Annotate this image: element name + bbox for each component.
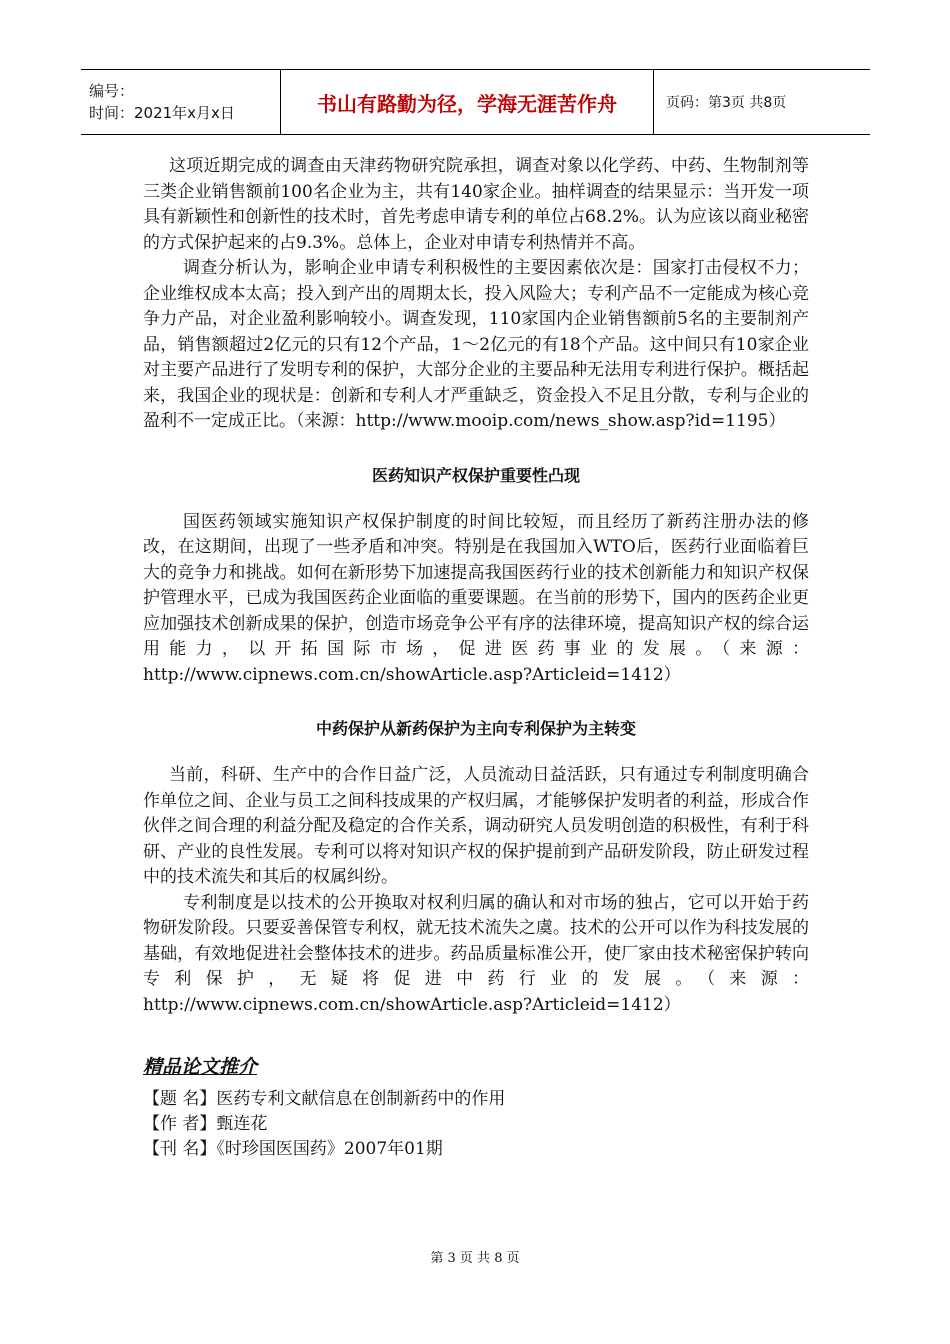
- header-motto: 书山有路勤为径，学海无涯苦作舟: [281, 70, 654, 134]
- recommendation-author-line: 【作 者】甄连花: [143, 1114, 268, 1134]
- paragraph-survey: 这项近期完成的调查由天津药物研究院承担，调查对象以化学药、中药、生物制剂等三类企业销售额前100名企业为主，共有140家企业。抽样调查的结果显示：当开发一项具有新颖性和创新性的技术时，首先考虑申请专利的单位占68.2%。认为应该以商业秘密的方式保护起来的占9.3%。总体上，企业对申请专利热情并不高。: [143, 156, 810, 253]
- page-footer: 第 3 页 共 8 页: [430, 1251, 520, 1266]
- header-number: 编号：: [89, 82, 135, 100]
- paragraph-analysis: 调查分析认为，影响企业申请专利积极性的主要因素依次是：国家打击侵权不力；企业维权成本太高；投入到产出的周期太长，投入风险大；专利产品不一定能成为核心竞争力产品，对企业盈利影响较小。调查发现，110家国内企业销售额前5名的主要制剂产品，销售额超过2亿元的只有12个产品，1～2亿元的有18个产品。这中间只有10家企业对主要产品进行了发明专利的保护，大部分企业的主要品种无法用专利进行保护。概括起来，我国企业的现状是：创新和专利人才严重缺乏，资金投入不足且分散，专利与企业的盈利不一定成正比。（来源：http://www.mooip.com/news_show.asp?id=1195）: [143, 258, 809, 431]
- header-page-info: 页码：第3页 共8页: [666, 95, 787, 111]
- paragraph-ip-importance: 国医药领域实施知识产权保护制度的时间比较短，而且经历了新药注册办法的修改，在这期间，出现了一些矛盾和冲突。特别是在我国加入WTO后，医药行业面临着巨大的竞争力和挑战。如何在新形势下加速提高我国医药行业的技术创新能力和知识产权保护管理水平，已成为我国医药企业面临的重要课题。在当前的形势下，国内的医药企业更应加强技术创新成果的保护，创造市场竞争公平有序的法律环境，提高知识产权的综合运用能力，以开拓国际市场，促进医药事业的发展。（来源：http://www.cipnews.com.cn/showArticle.asp?Articleid=1412）: [143, 511, 809, 685]
- document-body: [143, 154, 809, 1162]
- recommendation-journal-line: 【刊 名】《时珍国医国药》2007年01期: [143, 1139, 443, 1159]
- paragraph-patent-system: 专利制度是以技术的公开换取对权利归属的确认和对市场的独占，它可以开始于药物研发阶段。只要妥善保管专利权，就无技术流失之虞。技术的公开可以作为科技发展的基础，有效地促进社会整体技术的进步。药品质量标准公开，使厂家由技术秘密保护转向专利保护，无疑将促进中药行业的发展。（来源：http://www.cipnews.com.cn/showArticle.asp?Articleid=1412）: [143, 892, 809, 1015]
- section-heading-2: 中药保护从新药保护为主向专利保护为主转变: [315, 719, 636, 738]
- recommendation-title: 精品论文推介: [143, 1056, 258, 1078]
- section-heading-1: 医药知识产权保护重要性凸现: [371, 465, 580, 485]
- recommendation-title-line: 【题 名】医药专利文献信息在创制新药中的作用: [143, 1089, 506, 1109]
- document-header: [81, 69, 870, 135]
- header-time: 时间：2021年x月x日: [89, 104, 235, 122]
- header-meta: [81, 70, 281, 134]
- paragraph-cooperation: 当前，科研、生产中的合作日益广泛，人员流动日益活跃，只有通过专利制度明确合作单位之间、企业与员工之间科技成果的产权归属，才能够保护发明者的利益，形成合作伙伴之间合理的利益分配及稳定的合作关系，调动研究人员发明创造的积极性，有利于科研、产业的良性发展。专利可以将对知识产权的保护提前到产品研发阶段，防止研发过程中的技术流失和其后的权属纠纷。: [143, 765, 809, 887]
